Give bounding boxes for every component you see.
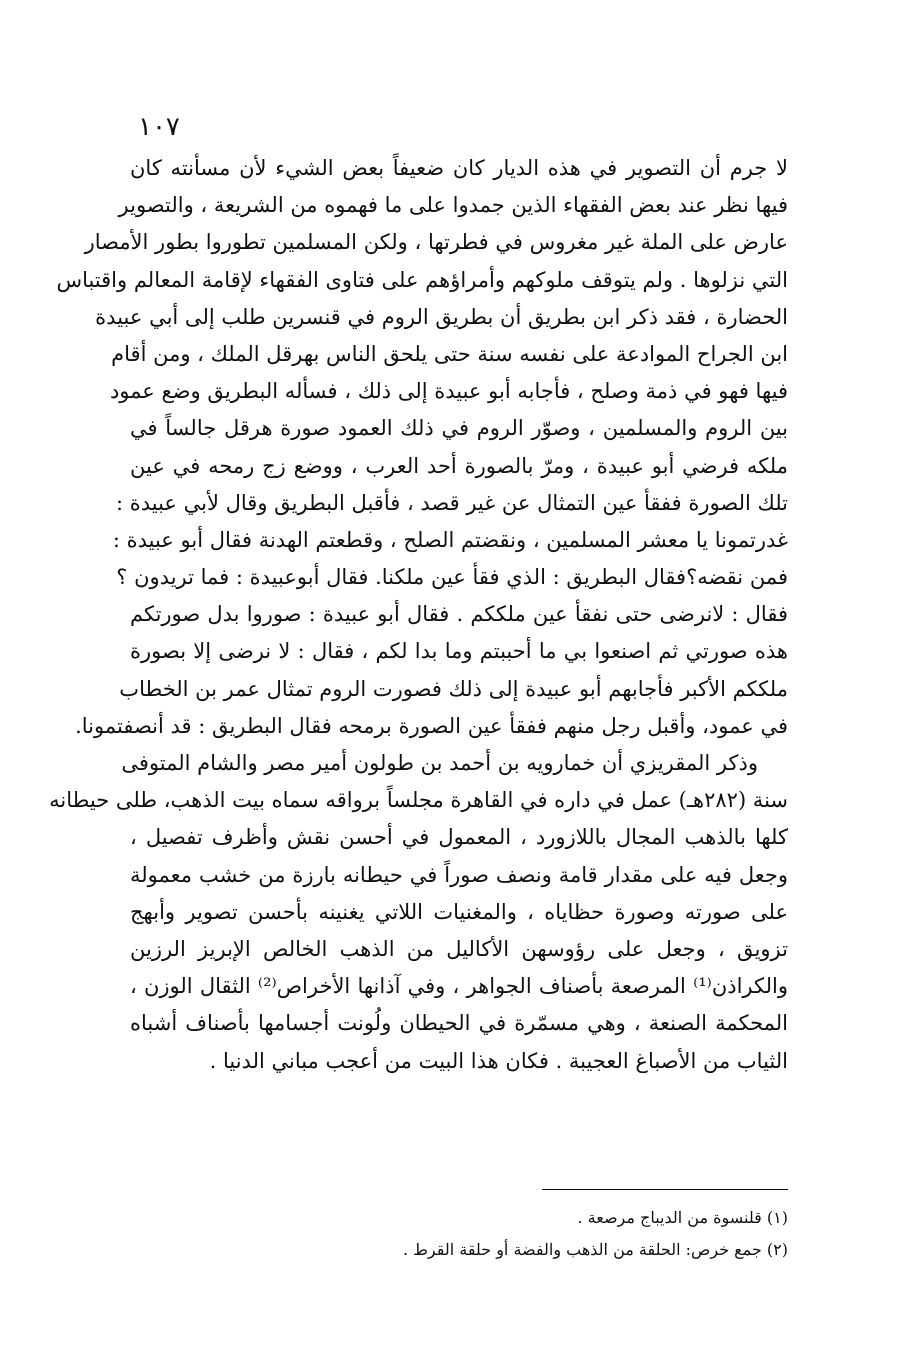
text-line: والكراذن⁽¹⁾ المرصعة بأصناف الجواهر ، وفي آذانها الأخراص⁽²⁾ الثقال الوزن ،	[130, 974, 788, 999]
footnote-1: (١) قلنسوة من الديباج مرصعة .	[577, 1208, 788, 1227]
text-line: على صورته وصورة حظاياه ، والمغنيات اللاتي يغنينه بأحسن تصوير وأبهج	[130, 899, 788, 924]
text-line: فقال : لانرضى حتى نفقأ عين ملككم . فقال أبو عبيدة : صوروا بدل صورتكم	[130, 602, 788, 627]
text-line: هذه صورتي ثم اصنعوا بي ما أحببتم وما بدا لكم ، فقال : لا نرضى إلا بصورة	[130, 639, 788, 664]
footnotes	[300, 1202, 788, 1266]
text-line: فمن نقضه؟فقال البطريق : الذي فقأ عين ملكنا. فقال أبوعبيدة : فما تريدون ؟	[116, 565, 788, 590]
text-line: لا جرم أن التصوير في هذه الديار كان ضعيفاً بعض الشيء لأن مسأنته كان	[130, 156, 788, 180]
text-line: وذكر المقريزي أن خمارويه بن أحمد بن طولون أمير مصر والشام المتوفى	[121, 751, 758, 775]
text-line: المحكمة الصنعة ، وهي مسمّرة في الحيطان ولُونت أجسامها بأصناف أشباه	[130, 1011, 788, 1036]
footnote-divider	[542, 1189, 788, 1190]
text-line: غدرتمونا يا معشر المسلمين ، ونقضتم الصلح ، وقطعتم الهدنة فقال أبو عبيدة :	[112, 527, 788, 552]
text-line: تزويق ، وجعل على رؤوسهن الأكاليل من الذهب الخالص الإبريز الرزين	[130, 936, 788, 961]
text-line: فيها فهو في ذمة وصلح ، فأجابه أبو عبيدة إلى ذلك ، فسأله البطريق وضع عمود	[109, 379, 788, 404]
page-number: ١٠٧	[138, 112, 180, 142]
body-text	[49, 150, 788, 1080]
text-line: تلك الصورة ففقأ عين التمثال عن غير قصد ، فأقبل البطريق وقال لأبي عبيدة :	[115, 490, 788, 515]
text-line: وجعل فيه على مقدار قامة ونصف صوراً في حيطانه بارزة من خشب معمولة	[130, 862, 788, 887]
text-line: فيها نظر عند بعض الفقهاء الذين جمدوا على ما فهموه من الشريعة ، والتصوير	[118, 193, 788, 218]
text-line: ملككم الأكبر فأجابهم أبو عبيدة إلى ذلك فصورت الروم تمثال عمر بن الخطاب	[119, 676, 788, 701]
text-line: بين الروم والمسلمين ، وصوّر الروم في ذلك العمود صورة هرقل جالساً في	[130, 416, 788, 441]
footnote-2: (٢) جمع خرص: الحلقة من الذهب والفضة أو حلقة القرط .	[402, 1240, 788, 1259]
text-line: سنة (٢٨٢هـ) عمل في داره في القاهرة مجلساً برواقه سماه بيت الذهب، طلى حيطانه	[49, 788, 788, 813]
text-line: كلها بالذهب المجال باللازورد ، المعمول في أحسن نقش وأظرف تفصيل ،	[130, 825, 788, 850]
text-line: عارض على الملة غير مغروس في فطرتها ، ولكن المسلمين تطوروا بطور الأمصار	[84, 230, 788, 255]
text-line: التي نزلوها . ولم يتوقف ملوكهم وأمراؤهم على فتاوى الفقهاء لإقامة المعالم واقتباس	[56, 267, 788, 292]
text-line: الثياب من الأصباغ العجيبة . فكان هذا البيت من أعجب مباني الدنيا .	[209, 1048, 788, 1073]
text-line: ملكه فرضي أبو عبيدة ، ومرّ بالصورة أحد العرب ، ووضع زج رمحه في عين	[130, 453, 788, 478]
text-line: الحضارة ، فقد ذكر ابن بطريق أن بطريق الروم في قنسرين طلب إلى أبي عبيدة	[95, 304, 788, 329]
text-line: ابن الجراح الموادعة على نفسه سنة حتى يلحق الناس بهرقل الملك ، ومن أقام	[111, 341, 788, 366]
text-line: في عمود، وأقبل رجل منهم ففقأ عين الصورة برمحه فقال البطريق : قد أنصفتمونا.	[75, 713, 788, 738]
